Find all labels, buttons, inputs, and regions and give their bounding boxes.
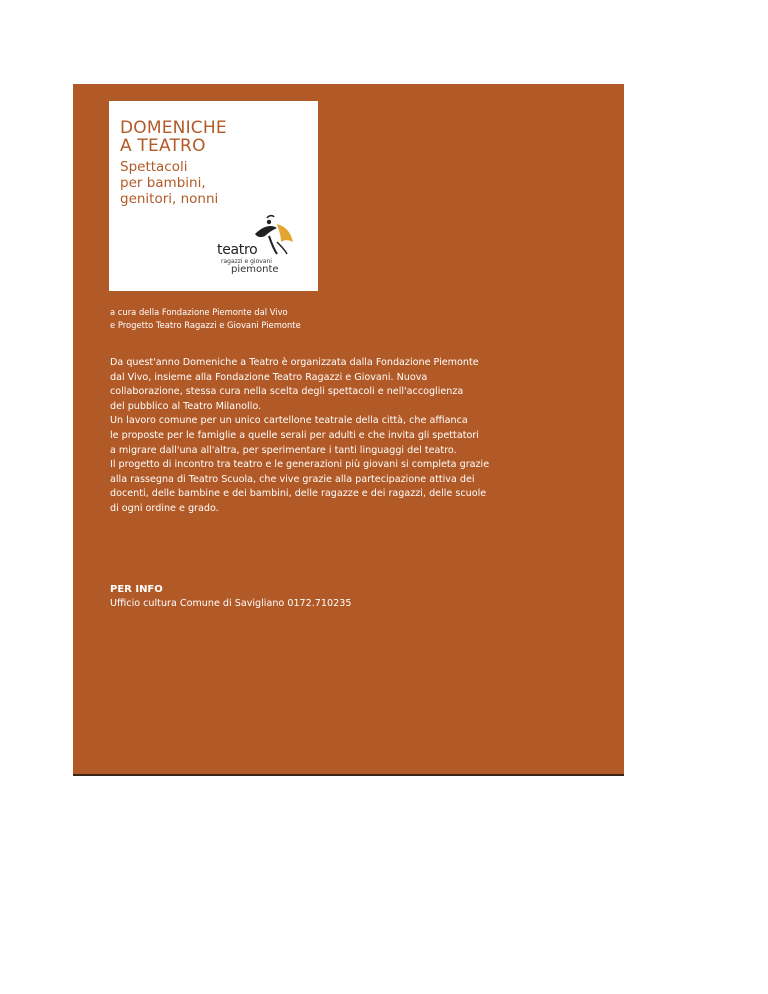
title-card xyxy=(109,101,318,291)
body-line: alla rassegna di Teatro Scuola, che vive grazie alla partecipazione attiva dei xyxy=(110,473,475,485)
credit-line2: e Progetto Teatro Ragazzi e Giovani Piemonte xyxy=(110,320,301,330)
body-line: Un lavoro comune per un unico cartellone teatrale della città, che affianca xyxy=(110,415,468,427)
credit-line1: a cura della Fondazione Piemonte dal Vivo xyxy=(110,307,288,317)
info-contact: Ufficio cultura Comune di Savigliano 0172.710235 xyxy=(110,598,352,609)
body-line: Il progetto di incontro tra teatro e le generazioni più giovani si completa grazie xyxy=(110,459,490,471)
logo-sub: ragazzi e giovani xyxy=(221,258,272,265)
card-subtitle-line3: genitori, nonni xyxy=(120,191,219,207)
body-line: le proposte per le famiglie a quelle serali per adulti e che invita gli spettatori xyxy=(110,429,479,441)
card-subtitle xyxy=(120,159,218,207)
teatro-logo xyxy=(217,214,307,280)
card-title-line2: A TEATRO xyxy=(120,136,206,156)
card-subtitle-line2: per bambini, xyxy=(120,175,206,191)
body-line: del pubblico al Teatro Milanollo. xyxy=(110,400,262,412)
info-heading: PER INFO xyxy=(110,584,163,595)
logo-region: piemonte xyxy=(231,264,279,275)
card-title xyxy=(120,119,227,155)
body-line: collaborazione, stessa cura nella scelta degli spettacoli e nell'accoglienza xyxy=(110,386,464,398)
card-subtitle-line1: Spettacoli xyxy=(120,159,188,175)
body-line: a migrare dall'una all'altra, per sperimentare i tanti linguaggi del teatro. xyxy=(110,444,457,456)
body-line: Da quest'anno Domeniche a Teatro è organizzata dalla Fondazione Piemonte xyxy=(110,357,479,368)
logo-word: teatro xyxy=(217,242,258,258)
body-text xyxy=(110,356,570,517)
credit xyxy=(110,306,301,332)
body-line: di ogni ordine e grado. xyxy=(110,502,219,514)
body-line: docenti, delle bambine e dei bambini, delle ragazze e dei ragazzi, delle scuole xyxy=(110,488,487,500)
body-line: dal Vivo, insieme alla Fondazione Teatro Ragazzi e Giovani. Nuova xyxy=(110,371,428,383)
card-title-line1: DOMENICHE xyxy=(120,118,227,138)
brochure-panel xyxy=(73,84,624,776)
